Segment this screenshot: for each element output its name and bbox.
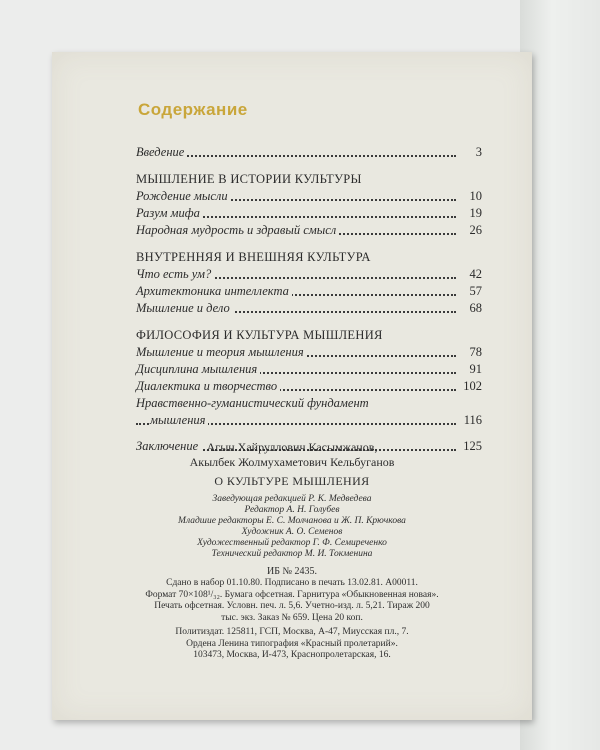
toc-entry xyxy=(136,188,482,205)
book-title: О КУЛЬТУРЕ МЫШЛЕНИЯ xyxy=(214,474,370,488)
toc-entry xyxy=(136,378,482,395)
toc-page-number: 91 xyxy=(467,361,483,378)
toc-entry-title: Нравственно-гуманистический фундамент xyxy=(136,396,369,410)
print-detail-line: тыс. экз. Заказ № 659. Цена 20 коп. xyxy=(221,612,363,623)
toc-entry-title-cont: мышления xyxy=(150,412,208,429)
credit-line: Младшие редакторы Е. С. Молчанова и Ж. П. Крючкова xyxy=(178,516,406,526)
publisher-details xyxy=(52,627,532,662)
toc-page-number: 26 xyxy=(467,222,483,239)
toc-entry xyxy=(136,266,482,283)
toc-gap xyxy=(136,239,482,248)
credits xyxy=(52,494,532,560)
toc-page-number: 42 xyxy=(467,266,483,283)
toc-entry xyxy=(136,222,482,239)
toc-page-number: 102 xyxy=(460,378,482,395)
book-page xyxy=(52,52,532,720)
toc-entry-title: Мышление и теория мышления xyxy=(136,345,307,359)
toc-page-number: 116 xyxy=(461,412,482,429)
toc-gap xyxy=(136,317,482,326)
toc-entry-title: Что есть ум? xyxy=(136,267,214,281)
toc-section-heading: МЫШЛЕНИЕ В ИСТОРИИ КУЛЬТУРЫ xyxy=(136,172,362,186)
toc-entry xyxy=(136,283,482,300)
credit-line: Технический редактор М. И. Токменина xyxy=(211,549,373,559)
toc-page-number: 10 xyxy=(467,188,483,205)
toc-entry xyxy=(136,144,482,161)
toc-entry-title: Рождение мысли xyxy=(136,189,231,203)
toc-entry xyxy=(136,344,482,361)
toc-entry xyxy=(136,361,482,378)
toc-section-heading: ФИЛОСОФИЯ И КУЛЬТУРА МЫШЛЕНИЯ xyxy=(136,328,383,342)
background-edge xyxy=(520,0,600,750)
toc-page-number: 57 xyxy=(467,283,483,300)
toc-gap xyxy=(136,429,482,438)
imprint xyxy=(52,440,532,662)
print-detail-line: Формат 70×108¹/₃₂. Бумага офсетная. Гарнитура «Обыкновенная новая». xyxy=(145,589,439,600)
credit-line: Заведующая редакцией Р. К. Медведева xyxy=(212,494,372,504)
toc-page-number: 3 xyxy=(473,144,482,161)
toc-page-number: 68 xyxy=(467,300,483,317)
toc-entry-title: Введение xyxy=(136,145,187,159)
print-details xyxy=(52,578,532,624)
credit-line: Редактор А. Н. Голубев xyxy=(244,505,340,515)
credit-line: Художественный редактор Г. Ф. Семиреченко xyxy=(197,538,387,548)
print-detail-line: Печать офсетная. Условн. печ. л. 5,6. Учетно-изд. л. 5,21. Тираж 200 xyxy=(154,601,430,611)
credit-line: Художник А. О. Семенов xyxy=(241,527,343,537)
publisher-line: 103473, Москва, И-473, Краснопролетарская, 16. xyxy=(193,650,391,660)
toc-entry-title: Заключение xyxy=(136,439,201,453)
table-of-contents xyxy=(136,144,482,455)
toc-entry xyxy=(136,395,482,429)
toc-page-number: 125 xyxy=(460,438,482,455)
publisher-line: Ордена Ленина типография «Красный пролетарий». xyxy=(186,638,398,649)
toc-gap xyxy=(136,161,482,170)
contents-title: Содержание xyxy=(138,100,248,119)
toc-entry-title: Мышление и дело xyxy=(136,301,233,315)
publisher-line: Политиздат. 125811, ГСП, Москва, А-47, Миусская пл., 7. xyxy=(175,627,409,637)
toc-entry-title: Диалектика и творчество xyxy=(136,379,280,393)
toc-entry-title: Разум мифа xyxy=(136,206,203,220)
toc-entry-title: Дисциплина мышления xyxy=(136,362,260,376)
toc-entry-title: Архитектоника интеллекта xyxy=(136,284,292,298)
toc-entry xyxy=(136,205,482,222)
toc-page-number: 19 xyxy=(467,205,483,222)
toc-entry-title: Народная мудрость и здравый смысл xyxy=(136,223,339,237)
toc-section-heading: ВНУТРЕННЯЯ И ВНЕШНЯЯ КУЛЬТУРА xyxy=(136,250,371,264)
print-detail-line: Сдано в набор 01.10.80. Подписано в печать 13.02.81. А00011. xyxy=(166,578,418,588)
ib-number: ИБ № 2435. xyxy=(266,566,317,577)
toc-page-number: 78 xyxy=(467,344,483,361)
author-1: Агын Хайруллович Касымжанов, xyxy=(206,440,378,454)
author-2: Акылбек Жолмухаметович Кельбуганов xyxy=(189,455,395,469)
toc-entry xyxy=(136,300,482,317)
